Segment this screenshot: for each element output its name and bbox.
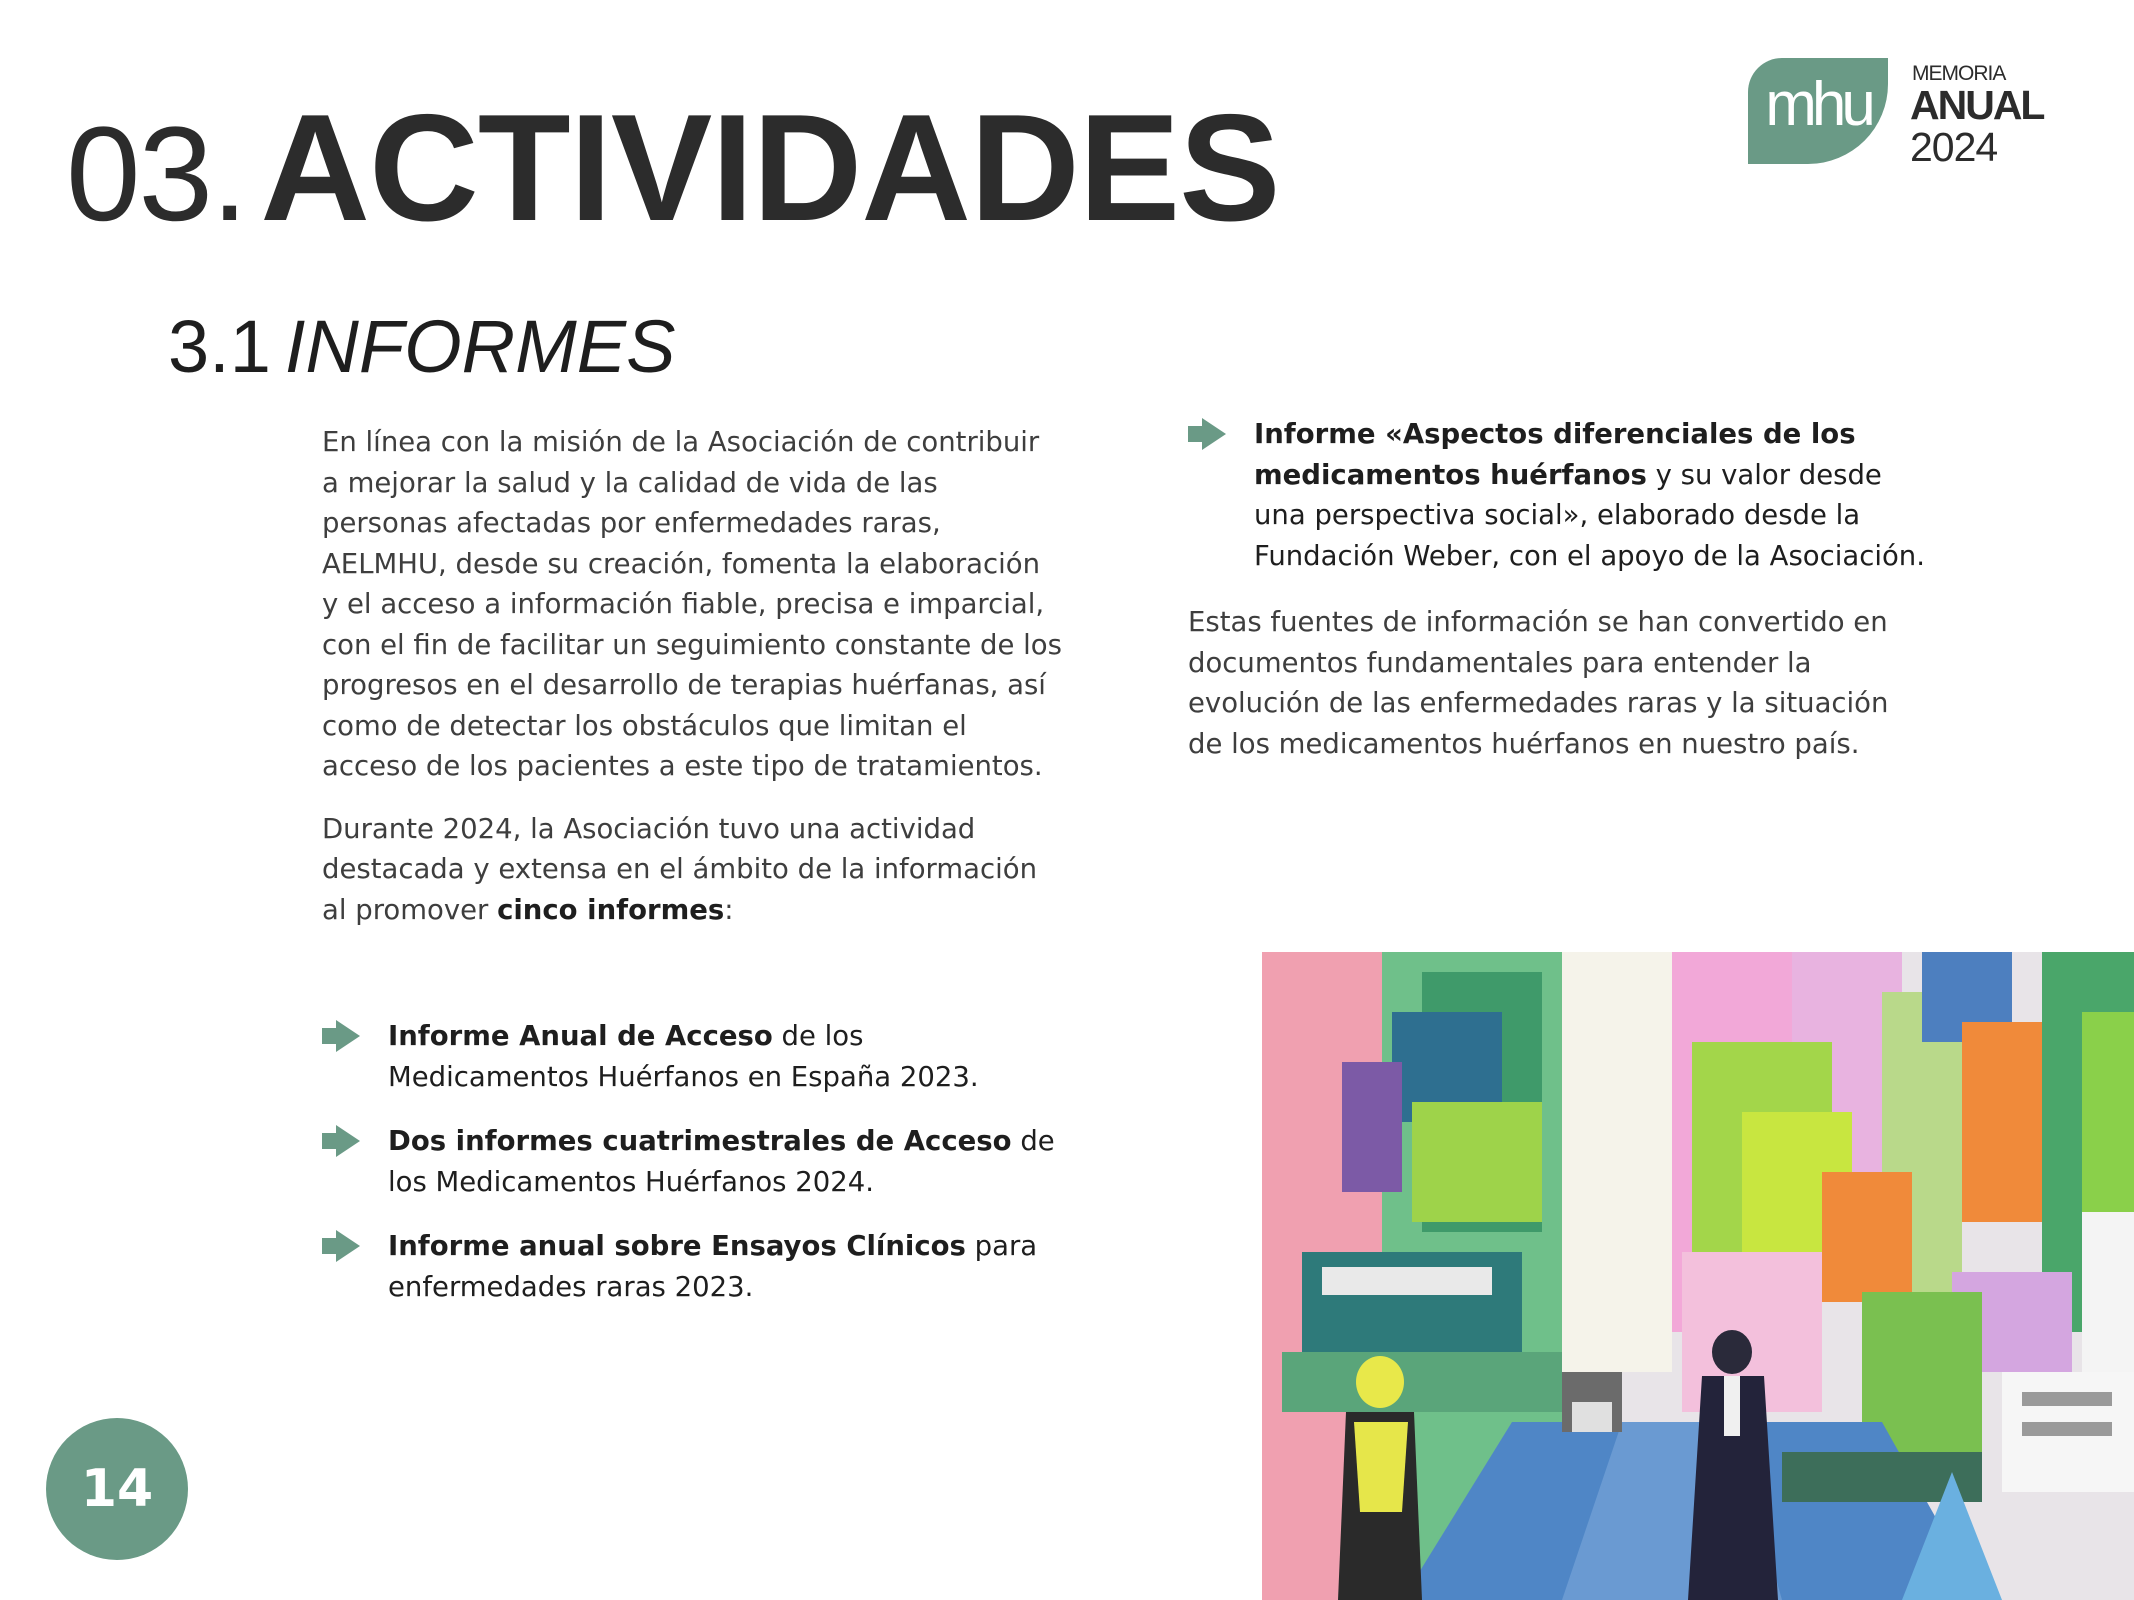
chapter-title (66, 83, 1280, 253)
arrow-right-icon (322, 1125, 362, 1157)
logo-text-memoria: MEMORIA (1912, 62, 2006, 85)
list-item-title: Informe anual sobre Ensayos Clínicos (388, 1230, 966, 1262)
right-column (1188, 414, 1928, 764)
activity-paragraph (322, 809, 1062, 931)
list-item (1188, 414, 1928, 576)
report-list (322, 1016, 1062, 1331)
activity-end: : (724, 893, 734, 926)
list-item-text: de los Medicamentos Huérfanos en España 2023. (388, 1020, 979, 1093)
section-title (168, 304, 675, 389)
list-item-text: de los Medicamentos Huérfanos 2024. (388, 1125, 1055, 1198)
list-item-title: Informe Anual de Acceso (388, 1020, 773, 1052)
section-name: INFORMES (284, 305, 676, 388)
chapter-name: ACTIVIDADES (260, 83, 1280, 253)
list-item (322, 1121, 1062, 1202)
activity-highlight: cinco informes (497, 893, 725, 926)
city-collage-image (1262, 952, 2134, 1600)
logo-mark: mhu (1765, 70, 1871, 139)
logo-badge (1748, 58, 1888, 164)
left-column (322, 422, 1062, 952)
list-item-text: y su valor desde una perspectiva social», elaborado desde la Fundación Weber, con el apoyo de la Asociación. (1254, 458, 1925, 572)
arrow-right-icon (322, 1020, 362, 1052)
arrow-right-icon (1188, 418, 1228, 450)
page-number: 14 (46, 1418, 188, 1560)
summary-paragraph: Estas fuentes de información se han convertido en documentos fundamentales para entender la evolución de las enfermedades raras y la situación de los medicamentos huérfanos en nuestro país. (1188, 606, 1889, 760)
list-item-title: Informe «Aspectos diferenciales de los medicamentos huérfanos (1254, 418, 1856, 491)
logo-text-year: 2024 (1910, 124, 1998, 170)
arrow-right-icon (322, 1230, 362, 1262)
activity-text: Durante 2024, la Asociación tuvo una actividad destacada y extensa en el ámbito de la información al promover (322, 812, 1038, 926)
list-item-text: para enfermedades raras 2023. (388, 1230, 1038, 1303)
list-item-title: Dos informes cuatrimestrales de Acceso (388, 1125, 1012, 1157)
section-number: 3.1 (168, 305, 271, 388)
intro-paragraph: En línea con la misión de la Asociación de contribuir a mejorar la salud y la calidad de vida de las personas afectadas por enfermedades raras, AELMHU, desde su creación, fomenta la elaboración y el acceso a información fiable, precisa e imparcial, con el fin de facilitar un seguimiento constante de los progresos en el desarrollo de terapias huérfanas, así como de detectar los obstáculos que limitan el acceso de los pacientes a este tipo de tratamientos. (322, 426, 1062, 782)
logo-text-anual: ANUAL (1910, 82, 2044, 128)
list-item (322, 1016, 1062, 1097)
list-item (322, 1226, 1062, 1307)
chapter-number: 03. (66, 100, 247, 249)
